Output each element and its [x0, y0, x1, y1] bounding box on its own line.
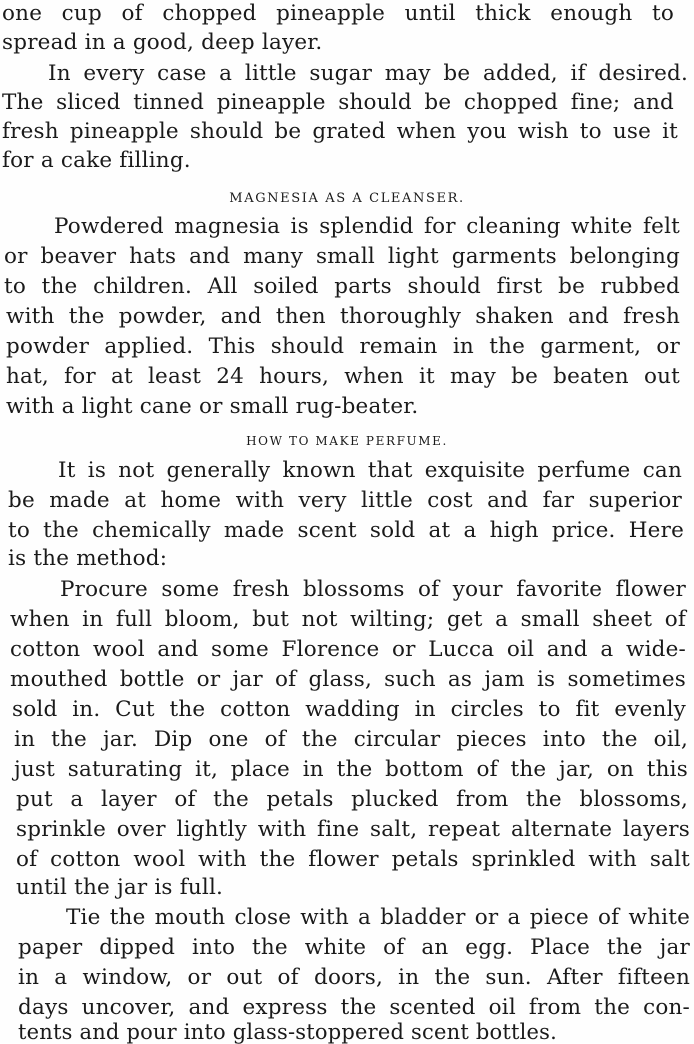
text-line: in the jar. Dip one of the circular pieces into the oil, — [14, 727, 688, 752]
text-line: Powdered magnesia is splendid for cleaning white felt — [54, 214, 680, 239]
text-line: Procure some fresh blossoms of your favorite flower — [60, 577, 686, 602]
text-line: In every case a little sugar may be added, if desired. — [48, 61, 688, 86]
section-heading: HOW TO MAKE PERFUME. — [246, 434, 448, 448]
text-line: one cup of chopped pineapple until thick enough to — [2, 1, 674, 26]
text-line: cotton wool and some Florence or Lucca oil and a wide- — [10, 637, 686, 662]
text-line: for a cake filling. — [2, 148, 191, 173]
text-line: mouthed bottle or jar of glass, such as jam is sometimes — [10, 667, 686, 692]
text-line: to the chemically made scent sold at a high price. Here — [8, 518, 684, 543]
text-line: in a window, or out of doors, in the sun. After fifteen — [18, 965, 690, 990]
text-line: The sliced tinned pineapple should be chopped fine; and — [2, 90, 674, 115]
text-line: of cotton wool with the flower petals sprinkled with salt — [16, 847, 690, 872]
text-line: or beaver hats and many small light garments belonging — [4, 244, 680, 269]
text-line: put a layer of the petals plucked from the blossoms, — [16, 787, 688, 812]
text-line: Tie the mouth close with a bladder or a piece of white — [66, 905, 690, 930]
text-line: with a light cane or small rug-beater. — [6, 394, 419, 419]
text-line: spread in a good, deep layer. — [2, 30, 323, 55]
text-line: tents and pour into glass-stoppered scent bottles. — [18, 1020, 558, 1044]
text-line: paper dipped into the white of an egg. Place the jar — [18, 935, 690, 960]
text-line: when in full bloom, but not wilting; get a small sheet of — [10, 607, 686, 632]
text-line: fresh pineapple should be grated when you wish to use it — [2, 119, 678, 144]
text-line: until the jar is full. — [16, 875, 224, 900]
text-line: hat, for at least 24 hours, when it may be beaten out — [6, 364, 680, 389]
text-line: just saturating it, place in the bottom of the jar, on this — [14, 757, 688, 782]
text-line: sprinkle over lightly with fine salt, repeat alternate layers — [16, 817, 690, 842]
section-heading: MAGNESIA AS A CLEANSER. — [229, 191, 465, 206]
text-line: sold in. Cut the cotton wadding in circles to fit evenly — [12, 697, 686, 722]
text-line: to the children. All soiled parts should first be rubbed — [4, 274, 680, 299]
text-line: It is not generally known that exquisite perfume can — [58, 458, 682, 483]
text-line: powder applied. This should remain in the garment, or — [6, 334, 680, 359]
text-line: days uncover, and express the scented oil from the con- — [18, 995, 690, 1020]
text-line: is the method: — [8, 546, 168, 571]
text-line: be made at home with very little cost and far superior — [8, 488, 682, 513]
text-line: with the powder, and then thoroughly shaken and fresh — [6, 304, 680, 329]
